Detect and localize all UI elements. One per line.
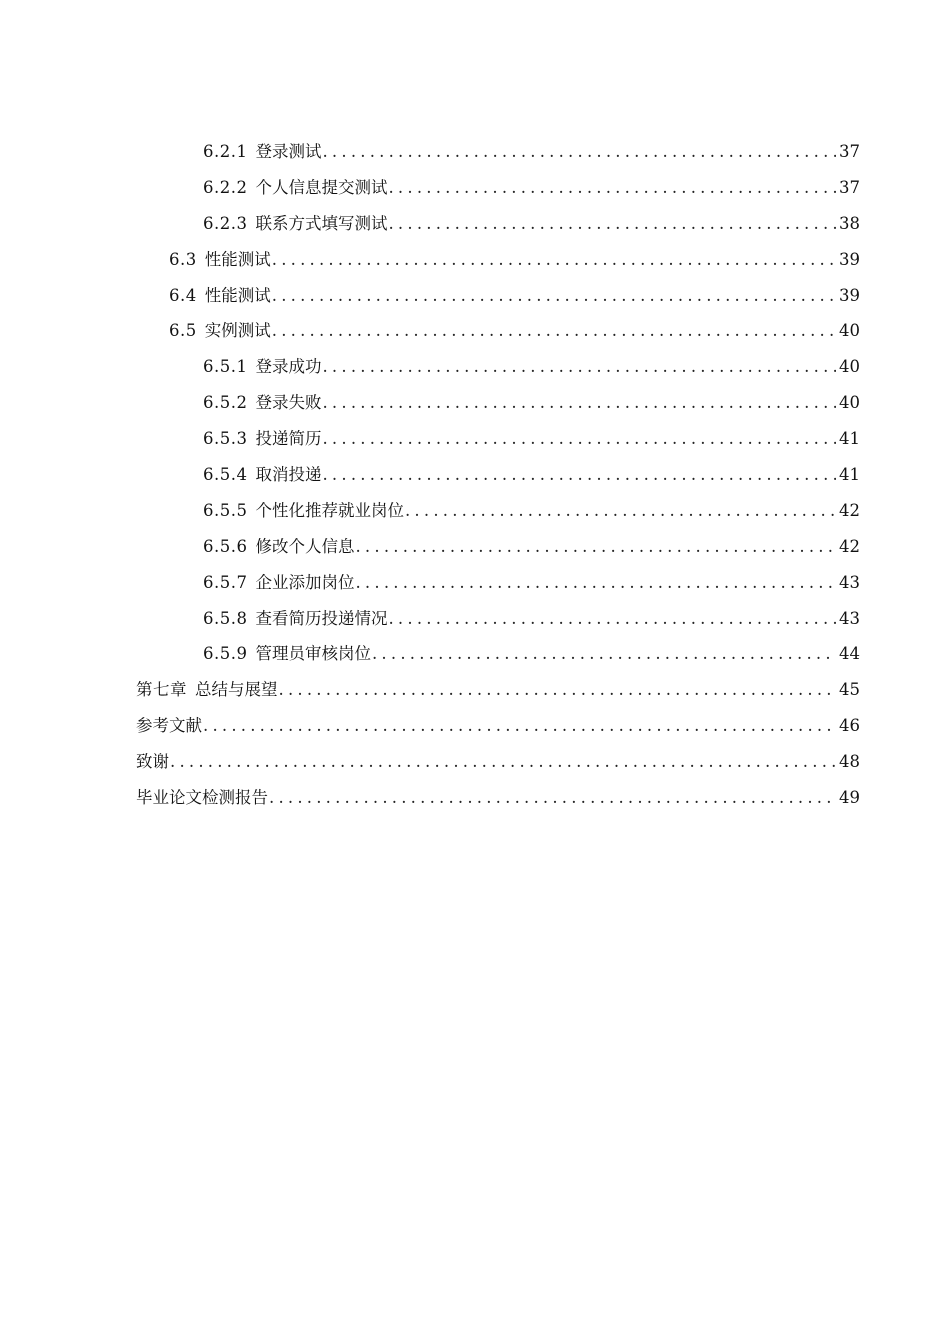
toc-dot-leader — [388, 214, 836, 233]
toc-entry — [203, 174, 950, 198]
toc-dot-leader — [272, 321, 836, 340]
toc-page-number: 41 — [839, 464, 860, 484]
toc-page-number: 42 — [839, 536, 860, 556]
toc-dot-leader — [322, 429, 836, 448]
toc-section-number: 6.5.9 — [203, 644, 248, 664]
toc-row[interactable] — [0, 670, 950, 706]
toc-row[interactable] — [0, 778, 950, 814]
toc-row[interactable] — [0, 742, 950, 778]
toc-section-title: 联系方式填写测试 — [255, 213, 388, 233]
toc-section-title: 个性化推荐就业岗位 — [255, 500, 404, 520]
toc-dot-leader — [322, 465, 836, 484]
table-of-contents — [0, 132, 950, 814]
toc-entry — [203, 497, 950, 521]
toc-page-number: 46 — [839, 716, 860, 736]
toc-page-number: 43 — [839, 608, 860, 628]
toc-dot-leader — [388, 178, 836, 197]
toc-page-number: 45 — [839, 680, 860, 700]
toc-entry — [203, 533, 950, 557]
toc-section-title: 个人信息提交测试 — [255, 177, 388, 197]
toc-section-title: 企业添加岗位 — [255, 572, 355, 592]
toc-dot-leader — [405, 501, 836, 520]
toc-page-number: 40 — [839, 321, 860, 341]
toc-entry — [169, 282, 950, 306]
toc-page-number: 49 — [839, 787, 860, 807]
toc-row[interactable] — [0, 311, 950, 347]
toc-section-title: 实例测试 — [204, 321, 271, 341]
toc-entry — [136, 784, 950, 808]
toc-page-number: 48 — [839, 752, 860, 772]
toc-section-number: 6.4 — [169, 285, 197, 305]
toc-dot-leader — [322, 142, 836, 161]
toc-section-title: 登录失败 — [255, 393, 322, 413]
toc-row[interactable] — [0, 706, 950, 742]
toc-section-number: 6.2.1 — [203, 141, 248, 161]
toc-row[interactable] — [0, 634, 950, 670]
toc-section-number: 6.5.3 — [203, 429, 248, 449]
toc-section-title: 参考文献 — [136, 716, 202, 736]
toc-page-number: 40 — [839, 393, 860, 413]
toc-entry — [136, 676, 950, 700]
toc-section-title: 致谢 — [136, 752, 169, 772]
toc-dot-leader — [279, 680, 837, 699]
toc-section-title: 修改个人信息 — [255, 536, 355, 556]
toc-row[interactable] — [0, 563, 950, 599]
toc-entry — [203, 605, 950, 629]
toc-page-number: 37 — [839, 141, 860, 161]
toc-row[interactable] — [0, 455, 950, 491]
toc-entry — [203, 138, 950, 162]
toc-row[interactable] — [0, 383, 950, 419]
toc-entry — [136, 748, 950, 772]
toc-page-number: 37 — [839, 177, 860, 197]
toc-section-number: 6.3 — [169, 249, 197, 269]
toc-dot-leader — [322, 393, 836, 412]
toc-entry — [203, 425, 950, 449]
toc-section-number: 6.5.7 — [203, 572, 248, 592]
toc-dot-leader — [372, 644, 836, 663]
toc-section-title: 毕业论文检测报告 — [136, 787, 268, 807]
toc-entry — [203, 640, 950, 664]
toc-dot-leader — [272, 286, 836, 305]
toc-row[interactable] — [0, 347, 950, 383]
toc-dot-leader — [272, 250, 836, 269]
toc-dot-leader — [203, 716, 836, 735]
toc-entry — [203, 389, 950, 413]
toc-page-number: 39 — [839, 249, 860, 269]
toc-dot-leader — [355, 573, 836, 592]
toc-dot-leader — [269, 788, 836, 807]
toc-row[interactable] — [0, 527, 950, 563]
toc-section-title: 投递简历 — [255, 429, 322, 449]
toc-section-number: 6.5.8 — [203, 608, 248, 628]
toc-section-number: 6.2.3 — [203, 213, 248, 233]
toc-entry — [203, 569, 950, 593]
toc-section-title: 总结与展望 — [195, 680, 278, 700]
toc-page-number: 42 — [839, 500, 860, 520]
toc-section-title: 性能测试 — [204, 285, 271, 305]
toc-section-number: 6.5.4 — [203, 464, 248, 484]
toc-section-number: 6.2.2 — [203, 177, 248, 197]
toc-section-number: 6.5 — [169, 321, 197, 341]
toc-page-number: 38 — [839, 213, 860, 233]
toc-entry — [203, 461, 950, 485]
toc-section-number: 6.5.1 — [203, 357, 248, 377]
toc-section-title: 管理员审核岗位 — [255, 644, 371, 664]
toc-section-title: 取消投递 — [255, 464, 322, 484]
toc-section-number: 6.5.2 — [203, 393, 248, 413]
toc-row[interactable] — [0, 132, 950, 168]
toc-page-number: 39 — [839, 285, 860, 305]
toc-page-number: 43 — [839, 572, 860, 592]
toc-dot-leader — [388, 609, 836, 628]
toc-row[interactable] — [0, 276, 950, 312]
toc-dot-leader — [355, 537, 836, 556]
toc-row[interactable] — [0, 491, 950, 527]
toc-page-number: 41 — [839, 429, 860, 449]
toc-page-number: 44 — [839, 644, 860, 664]
toc-page-number: 40 — [839, 357, 860, 377]
toc-dot-leader — [170, 752, 836, 771]
toc-row[interactable] — [0, 599, 950, 635]
toc-row[interactable] — [0, 204, 950, 240]
toc-dot-leader — [322, 357, 836, 376]
toc-section-title: 登录成功 — [255, 357, 322, 377]
toc-section-title: 查看简历投递情况 — [255, 608, 388, 628]
toc-entry — [136, 712, 950, 736]
toc-entry — [203, 353, 950, 377]
toc-section-number: 6.5.6 — [203, 536, 248, 556]
toc-section-number: 6.5.5 — [203, 500, 248, 520]
toc-row[interactable] — [0, 419, 950, 455]
toc-entry — [169, 246, 950, 270]
toc-section-title: 性能测试 — [204, 249, 271, 269]
toc-section-number: 第七章 — [136, 680, 187, 700]
toc-row[interactable] — [0, 240, 950, 276]
toc-section-title: 登录测试 — [255, 141, 322, 161]
toc-entry — [169, 317, 950, 341]
toc-entry — [203, 210, 950, 234]
toc-row[interactable] — [0, 168, 950, 204]
